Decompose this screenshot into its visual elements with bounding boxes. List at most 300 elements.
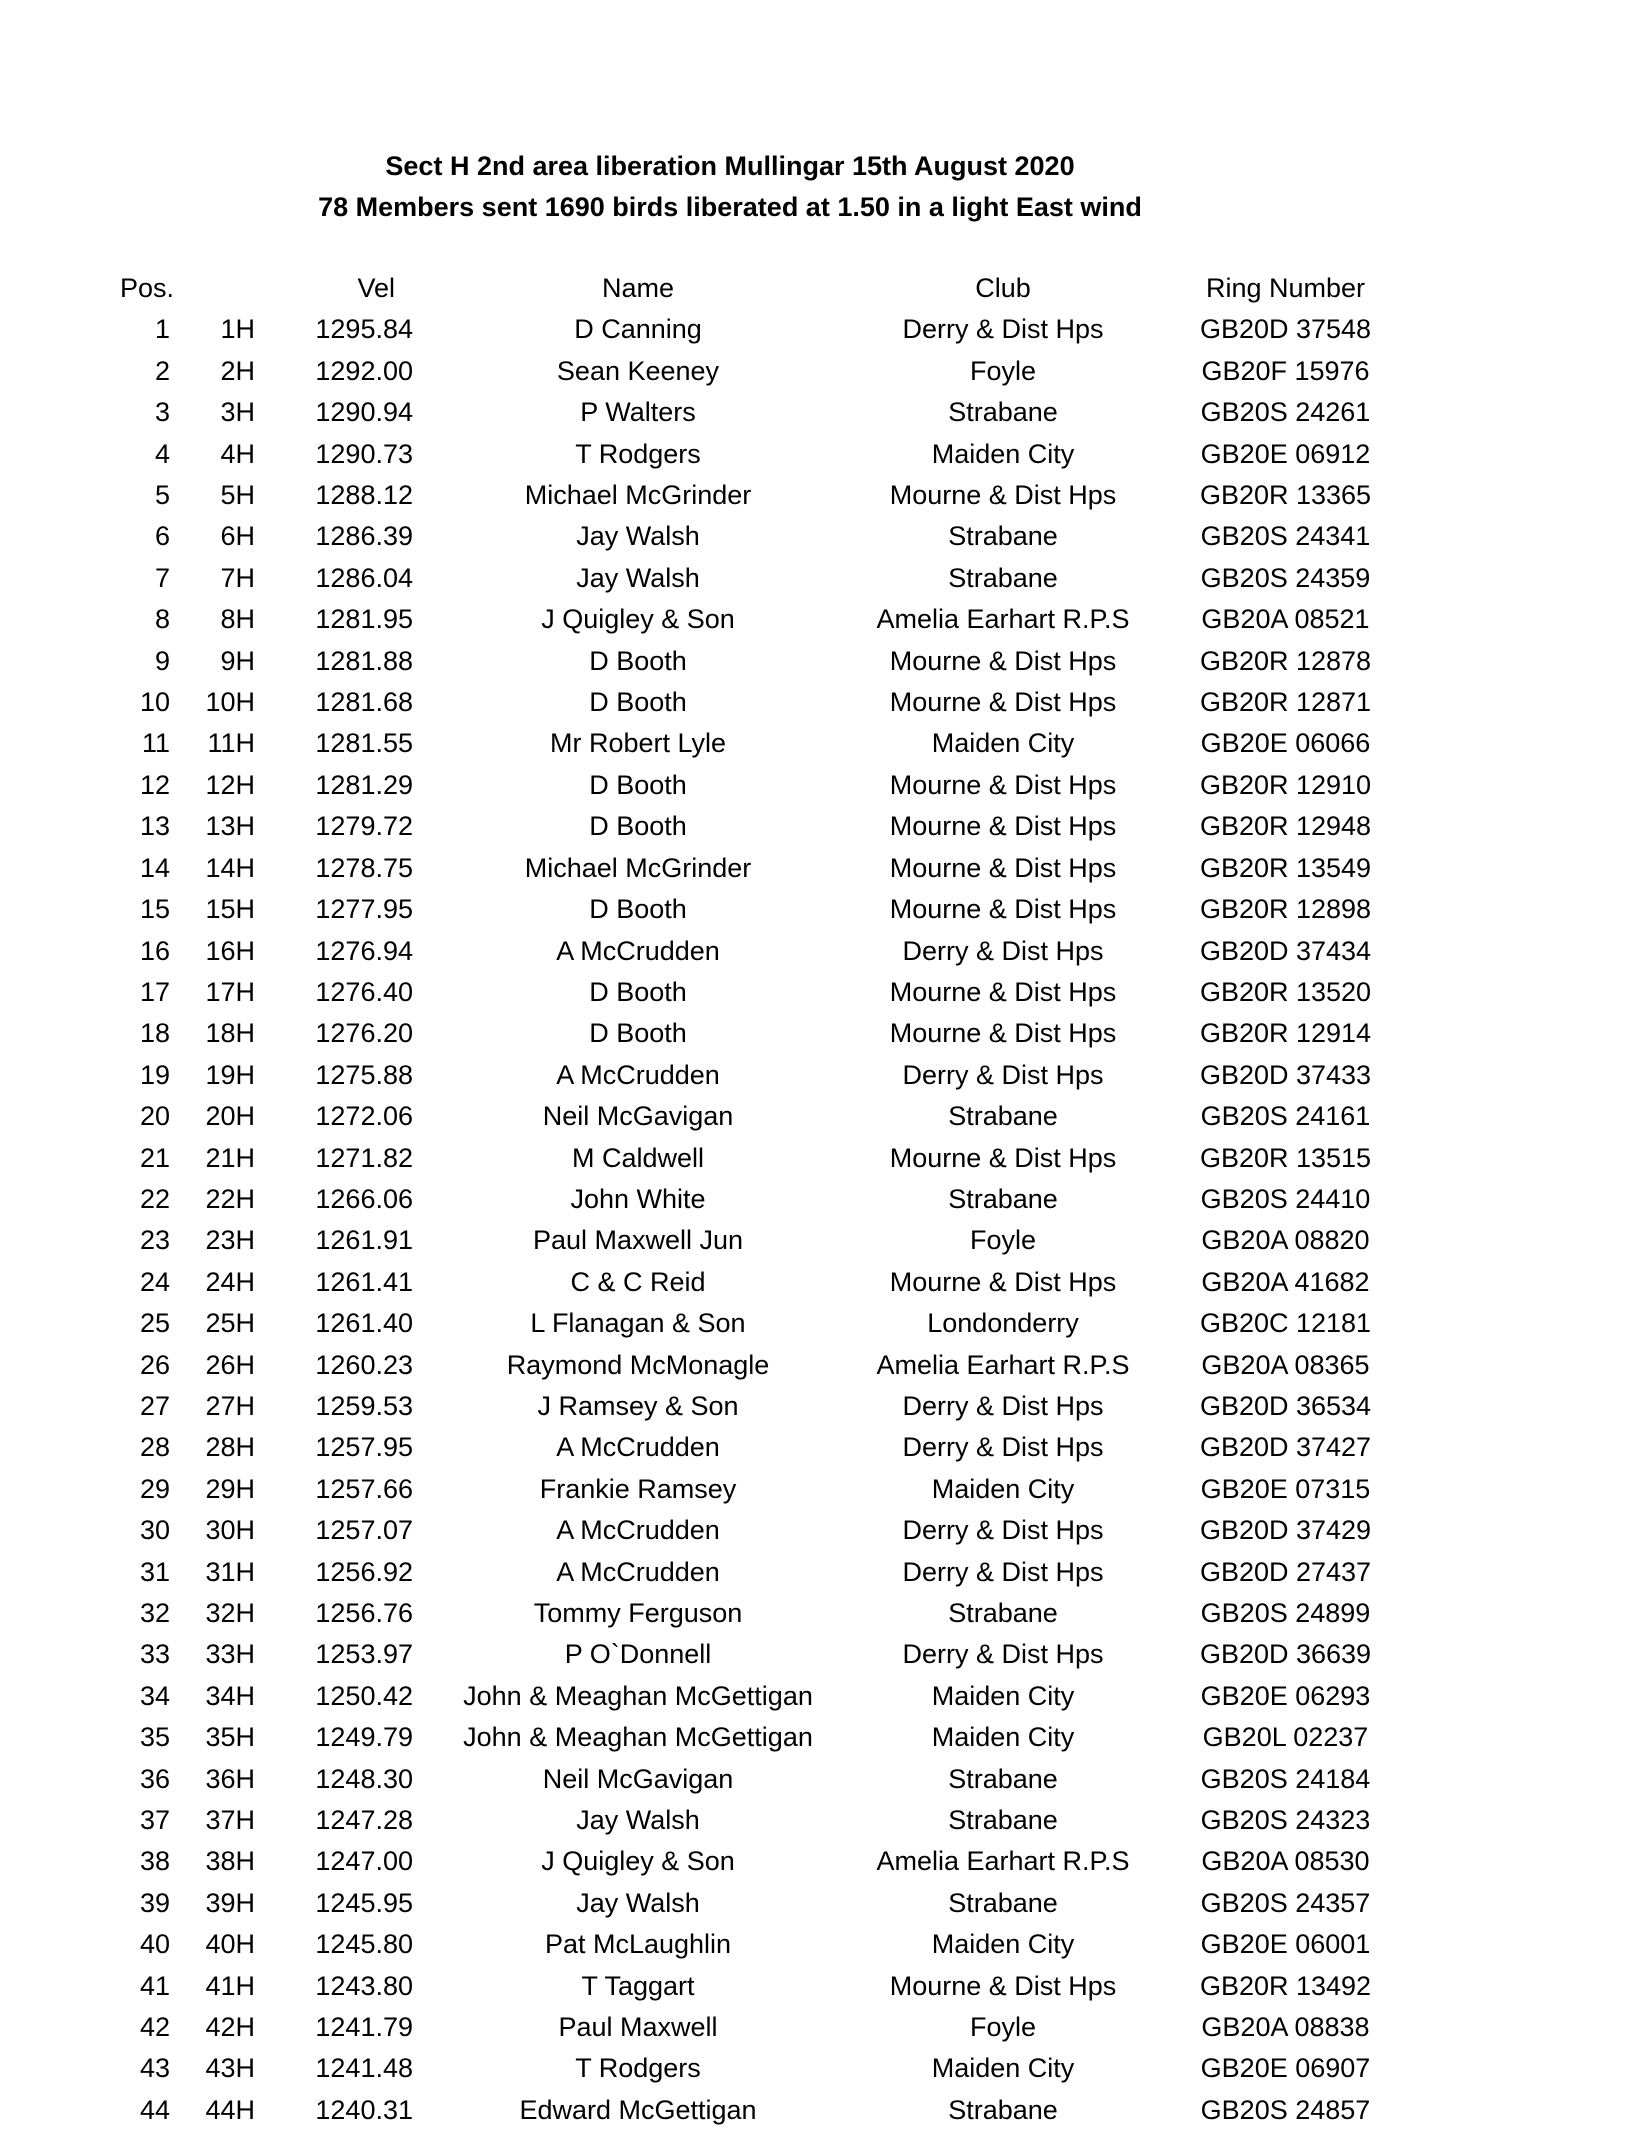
cell-pos: 8 <box>154 604 170 635</box>
cell-section-pos: 29H <box>205 1473 255 1504</box>
table-row <box>120 1427 1428 1468</box>
cell-section-pos: 4H <box>220 438 255 469</box>
cell-name: Edward McGettigan <box>519 2094 757 2125</box>
cell-velocity: 1243.80 <box>315 1970 413 2001</box>
table-row <box>120 1013 1428 1054</box>
cell-pos: 14 <box>139 852 170 883</box>
cell-club: Mourne & Dist Hps <box>889 976 1117 1007</box>
header-vel: Vel <box>357 273 395 303</box>
cell-pos: 16 <box>139 935 170 966</box>
table-row <box>120 309 1428 350</box>
cell-pos: 12 <box>139 769 170 800</box>
table-row <box>120 1179 1428 1220</box>
cell-club: Strabane <box>948 1887 1058 1918</box>
cell-name: M Caldwell <box>571 1142 705 1173</box>
cell-ring-number: GB20S 24359 <box>1200 562 1371 593</box>
cell-section-pos: 17H <box>205 976 255 1007</box>
cell-pos: 35 <box>139 1722 170 1753</box>
cell-section-pos: 35H <box>205 1722 255 1753</box>
cell-club: Derry & Dist Hps <box>902 1390 1104 1421</box>
cell-ring-number: GB20S 24161 <box>1200 1101 1371 1132</box>
cell-velocity: 1275.88 <box>315 1059 413 1090</box>
table-row <box>120 1841 1428 1882</box>
cell-velocity: 1245.95 <box>315 1887 413 1918</box>
cell-ring-number: GB20R 12948 <box>1199 811 1372 842</box>
cell-velocity: 1276.20 <box>315 1018 413 1049</box>
cell-pos: 17 <box>139 976 170 1007</box>
cell-club: Foyle <box>969 1225 1037 1256</box>
cell-name: Michael McGrinder <box>524 480 752 511</box>
cell-velocity: 1279.72 <box>315 811 413 842</box>
cell-name: Jay Walsh <box>576 1805 700 1836</box>
cell-name: Jay Walsh <box>576 1887 700 1918</box>
cell-name: D Booth <box>589 976 687 1007</box>
cell-ring-number: GB20D 36534 <box>1199 1390 1372 1421</box>
cell-ring-number: GB20S 24341 <box>1200 521 1371 552</box>
cell-ring-number: GB20C 12181 <box>1199 1308 1372 1339</box>
cell-club: Strabane <box>948 1805 1058 1836</box>
cell-ring-number: GB20D 37433 <box>1199 1059 1372 1090</box>
table-row <box>120 1345 1428 1386</box>
cell-section-pos: 15H <box>205 894 255 925</box>
cell-name: A McCrudden <box>556 935 720 966</box>
cell-velocity: 1241.48 <box>315 2053 413 2084</box>
cell-pos: 39 <box>139 1887 170 1918</box>
cell-section-pos: 34H <box>205 1680 255 1711</box>
cell-pos: 42 <box>139 2012 170 2043</box>
cell-club: Strabane <box>948 2094 1058 2125</box>
cell-name: D Booth <box>589 1018 687 1049</box>
cell-pos: 32 <box>139 1598 170 1628</box>
cell-club: Strabane <box>948 1183 1058 1214</box>
cell-name: D Canning <box>574 314 702 345</box>
cell-velocity: 1266.06 <box>315 1183 413 1214</box>
cell-pos: 29 <box>139 1473 170 1504</box>
cell-club: Mourne & Dist Hps <box>889 852 1117 883</box>
cell-name: A McCrudden <box>556 1515 720 1546</box>
cell-club: Derry & Dist Hps <box>902 935 1104 966</box>
cell-section-pos: 20H <box>205 1101 255 1132</box>
cell-pos: 36 <box>139 1763 170 1794</box>
cell-name: P Walters <box>580 397 696 428</box>
cell-name: Mr Robert Lyle <box>549 728 727 759</box>
cell-ring-number: GB20D 37429 <box>1199 1515 1372 1546</box>
cell-ring-number: GB20D 27437 <box>1199 1556 1372 1587</box>
cell-section-pos: 39H <box>205 1887 255 1918</box>
cell-section-pos: 27H <box>205 1390 255 1421</box>
cell-name: T Rodgers <box>575 2053 701 2084</box>
cell-ring-number: GB20A 08838 <box>1201 2012 1370 2043</box>
cell-velocity: 1248.30 <box>315 1763 413 1794</box>
cell-club: Derry & Dist Hps <box>902 1059 1104 1090</box>
cell-club: Derry & Dist Hps <box>902 1639 1104 1670</box>
cell-name: T Taggart <box>581 1970 695 2001</box>
cell-section-pos: 3H <box>220 397 255 428</box>
table-row <box>120 1676 1428 1717</box>
cell-velocity: 1259.53 <box>315 1390 413 1421</box>
cell-name: Michael McGrinder <box>524 852 752 883</box>
table-row <box>120 641 1428 682</box>
cell-name: D Booth <box>589 769 687 800</box>
cell-ring-number: GB20R 12910 <box>1199 769 1372 800</box>
cell-pos: 41 <box>139 1970 170 2001</box>
cell-section-pos: 43H <box>205 2053 255 2084</box>
cell-section-pos: 40H <box>205 1929 255 1960</box>
cell-club: Mourne & Dist Hps <box>889 1266 1117 1297</box>
cell-club: Strabane <box>948 521 1058 552</box>
cell-section-pos: 12H <box>205 769 255 800</box>
table-row <box>120 516 1428 557</box>
cell-section-pos: 25H <box>205 1308 255 1339</box>
cell-name: Paul Maxwell <box>558 2012 718 2043</box>
table-row <box>120 1883 1428 1924</box>
cell-name: Neil McGavigan <box>542 1101 734 1132</box>
cell-velocity: 1257.07 <box>315 1515 413 1546</box>
cell-section-pos: 37H <box>205 1805 255 1836</box>
cell-velocity: 1250.42 <box>315 1680 413 1711</box>
cell-ring-number: GB20E 07315 <box>1200 1473 1371 1504</box>
cell-pos: 43 <box>139 2053 170 2084</box>
cell-ring-number: GB20D 37427 <box>1199 1432 1372 1463</box>
table-row <box>120 1469 1428 1510</box>
header-row <box>120 268 1428 309</box>
cell-club: Strabane <box>948 562 1058 593</box>
cell-ring-number: GB20S 24184 <box>1200 1763 1371 1794</box>
cell-velocity: 1257.66 <box>315 1473 413 1504</box>
cell-pos: 21 <box>139 1142 170 1173</box>
table-row <box>120 2048 1428 2089</box>
table-row <box>120 434 1428 475</box>
cell-name: A McCrudden <box>556 1059 720 1090</box>
header-club: Club <box>975 273 1031 303</box>
cell-pos: 4 <box>154 438 170 469</box>
cell-ring-number: GB20A 41682 <box>1201 1266 1370 1297</box>
cell-section-pos: 33H <box>205 1639 255 1670</box>
cell-club: Strabane <box>948 1763 1058 1794</box>
table-row <box>120 1303 1428 1344</box>
table-row <box>120 1966 1428 2007</box>
cell-club: Foyle <box>969 2012 1037 2043</box>
cell-velocity: 1256.92 <box>315 1556 413 1587</box>
cell-ring-number: GB20S 24857 <box>1200 2094 1371 2125</box>
table-row <box>120 931 1428 972</box>
cell-section-pos: 32H <box>205 1598 255 1628</box>
cell-velocity: 1277.95 <box>315 894 413 925</box>
cell-pos: 38 <box>139 1846 170 1877</box>
cell-ring-number: GB20S 24323 <box>1200 1805 1371 1836</box>
cell-ring-number: GB20R 13365 <box>1199 480 1372 511</box>
table-row <box>120 2007 1428 2048</box>
cell-pos: 2 <box>154 355 170 386</box>
cell-section-pos: 31H <box>205 1556 255 1587</box>
cell-section-pos: 10H <box>205 687 255 718</box>
cell-pos: 22 <box>139 1183 170 1214</box>
cell-section-pos: 18H <box>205 1018 255 1049</box>
cell-pos: 9 <box>154 645 170 676</box>
table-row <box>120 1717 1428 1758</box>
cell-pos: 20 <box>139 1101 170 1132</box>
cell-section-pos: 9H <box>220 645 255 676</box>
cell-pos: 13 <box>139 811 170 842</box>
cell-velocity: 1240.31 <box>315 2094 413 2125</box>
cell-club: Strabane <box>948 1101 1058 1132</box>
cell-velocity: 1290.94 <box>315 397 413 428</box>
cell-name: Frankie Ramsey <box>539 1473 737 1504</box>
cell-velocity: 1261.41 <box>315 1266 413 1297</box>
cell-club: Strabane <box>948 1598 1058 1628</box>
cell-name: Paul Maxwell Jun <box>532 1225 744 1256</box>
cell-ring-number: GB20D 36639 <box>1199 1639 1372 1670</box>
table-row <box>120 1220 1428 1261</box>
cell-ring-number: GB20S 24357 <box>1200 1887 1371 1918</box>
table-row <box>120 1096 1428 1137</box>
header-pos: Pos. <box>120 273 175 303</box>
cell-pos: 30 <box>139 1515 170 1546</box>
cell-ring-number: GB20E 06066 <box>1200 728 1371 759</box>
cell-ring-number: GB20R 12914 <box>1199 1018 1372 1049</box>
cell-velocity: 1295.84 <box>315 314 413 345</box>
cell-velocity: 1256.76 <box>315 1598 413 1628</box>
cell-velocity: 1271.82 <box>315 1142 413 1173</box>
cell-name: A McCrudden <box>556 1556 720 1587</box>
cell-name: C & C Reid <box>570 1266 706 1297</box>
cell-name: D Booth <box>589 645 687 676</box>
cell-club: Maiden City <box>931 1473 1075 1504</box>
cell-ring-number: GB20D 37548 <box>1199 314 1372 345</box>
cell-section-pos: 13H <box>205 811 255 842</box>
cell-club: Amelia Earhart R.P.S <box>876 1349 1130 1380</box>
cell-club: Maiden City <box>931 1680 1075 1711</box>
cell-velocity: 1253.97 <box>315 1639 413 1670</box>
cell-section-pos: 24H <box>205 1266 255 1297</box>
cell-pos: 25 <box>139 1308 170 1339</box>
table-row <box>120 682 1428 723</box>
cell-name: John & Meaghan McGettigan <box>463 1722 813 1753</box>
cell-pos: 18 <box>139 1018 170 1049</box>
table-row <box>120 1924 1428 1965</box>
cell-club: Londonderry <box>927 1308 1079 1339</box>
table-row <box>120 1055 1428 1096</box>
cell-pos: 11 <box>141 728 170 759</box>
cell-ring-number: GB20S 24261 <box>1200 397 1371 428</box>
cell-club: Mourne & Dist Hps <box>889 811 1117 842</box>
cell-name: Pat McLaughlin <box>544 1929 732 1960</box>
table-row <box>120 723 1428 764</box>
cell-section-pos: 44H <box>205 2094 255 2125</box>
cell-velocity: 1261.40 <box>315 1308 413 1339</box>
cell-section-pos: 7H <box>220 562 255 593</box>
cell-section-pos: 11H <box>207 728 255 759</box>
cell-velocity: 1290.73 <box>315 438 413 469</box>
cell-velocity: 1247.28 <box>315 1805 413 1836</box>
cell-ring-number: GB20A 08365 <box>1201 1349 1370 1380</box>
cell-section-pos: 8H <box>220 604 255 635</box>
cell-name: Tommy Ferguson <box>533 1598 743 1628</box>
cell-ring-number: GB20E 06001 <box>1200 1929 1371 1960</box>
cell-name: J Quigley & Son <box>541 604 735 635</box>
cell-ring-number: GB20A 08820 <box>1201 1225 1370 1256</box>
cell-ring-number: GB20E 06293 <box>1200 1680 1371 1711</box>
table-row <box>120 1759 1428 1800</box>
cell-club: Maiden City <box>931 728 1075 759</box>
cell-pos: 27 <box>139 1390 170 1421</box>
table-row <box>120 1262 1428 1303</box>
document-title: Sect H 2nd area liberation Mullingar 15th August 2020 <box>385 151 1075 181</box>
cell-velocity: 1281.29 <box>315 769 413 800</box>
cell-club: Mourne & Dist Hps <box>889 687 1117 718</box>
table-row <box>120 1138 1428 1179</box>
document-subtitle: 78 Members sent 1690 birds liberated at 1.50 in a light East wind <box>318 192 1142 222</box>
cell-club: Maiden City <box>931 1722 1075 1753</box>
cell-club: Maiden City <box>931 2053 1075 2084</box>
cell-section-pos: 36H <box>205 1763 255 1794</box>
cell-club: Strabane <box>948 397 1058 428</box>
cell-pos: 44 <box>139 2094 170 2125</box>
cell-velocity: 1281.95 <box>315 604 413 635</box>
cell-name: D Booth <box>589 811 687 842</box>
cell-club: Maiden City <box>931 438 1075 469</box>
cell-velocity: 1276.40 <box>315 976 413 1007</box>
cell-club: Mourne & Dist Hps <box>889 480 1117 511</box>
table-row <box>120 972 1428 1013</box>
cell-pos: 1 <box>154 314 170 345</box>
cell-section-pos: 38H <box>205 1846 255 1877</box>
cell-velocity: 1276.94 <box>315 935 413 966</box>
cell-section-pos: 30H <box>205 1515 255 1546</box>
cell-ring-number: GB20R 12871 <box>1199 687 1372 718</box>
cell-pos: 24 <box>139 1266 170 1297</box>
cell-ring-number: GB20F 15976 <box>1201 355 1370 386</box>
cell-section-pos: 19H <box>205 1059 255 1090</box>
cell-pos: 23 <box>139 1225 170 1256</box>
cell-velocity: 1281.88 <box>315 645 413 676</box>
cell-section-pos: 2H <box>220 355 255 386</box>
cell-club: Derry & Dist Hps <box>902 1515 1104 1546</box>
cell-ring-number: GB20S 24410 <box>1200 1183 1371 1214</box>
cell-velocity: 1292.00 <box>315 355 413 386</box>
cell-ring-number: GB20R 12898 <box>1199 894 1372 925</box>
cell-club: Mourne & Dist Hps <box>889 1018 1117 1049</box>
cell-club: Derry & Dist Hps <box>902 1432 1104 1463</box>
cell-velocity: 1288.12 <box>315 480 413 511</box>
table-row <box>120 2090 1428 2131</box>
table-row <box>120 848 1428 889</box>
cell-name: D Booth <box>589 894 687 925</box>
cell-section-pos: 16H <box>205 935 255 966</box>
cell-pos: 31 <box>139 1556 170 1587</box>
cell-section-pos: 23H <box>205 1225 255 1256</box>
cell-club: Maiden City <box>931 1929 1075 1960</box>
cell-velocity: 1260.23 <box>315 1349 413 1380</box>
cell-name: John & Meaghan McGettigan <box>463 1680 813 1711</box>
cell-pos: 40 <box>139 1929 170 1960</box>
cell-club: Mourne & Dist Hps <box>889 645 1117 676</box>
cell-name: J Quigley & Son <box>541 1846 735 1877</box>
cell-ring-number: GB20R 13549 <box>1199 852 1372 883</box>
cell-pos: 10 <box>139 687 170 718</box>
cell-section-pos: 26H <box>205 1349 255 1380</box>
cell-ring-number: GB20R 13520 <box>1199 976 1372 1007</box>
cell-ring-number: GB20D 37434 <box>1199 935 1372 966</box>
cell-velocity: 1241.79 <box>315 2012 413 2043</box>
cell-ring-number: GB20E 06907 <box>1200 2053 1371 2084</box>
cell-club: Mourne & Dist Hps <box>889 1970 1117 2001</box>
cell-name: L Flanagan & Son <box>530 1308 746 1339</box>
cell-name: P O`Donnell <box>564 1639 712 1670</box>
cell-velocity: 1281.68 <box>315 687 413 718</box>
cell-name: Jay Walsh <box>576 521 700 552</box>
cell-club: Amelia Earhart R.P.S <box>876 604 1130 635</box>
cell-velocity: 1249.79 <box>315 1722 413 1753</box>
cell-club: Derry & Dist Hps <box>902 1556 1104 1587</box>
cell-name: Neil McGavigan <box>542 1763 734 1794</box>
table-row <box>120 1552 1428 1593</box>
cell-pos: 7 <box>154 562 170 593</box>
cell-ring-number: GB20A 08521 <box>1201 604 1370 635</box>
table-row <box>120 1593 1428 1634</box>
cell-club: Mourne & Dist Hps <box>889 1142 1117 1173</box>
cell-velocity: 1257.95 <box>315 1432 413 1463</box>
cell-pos: 5 <box>154 480 170 511</box>
cell-club: Foyle <box>969 355 1037 386</box>
cell-velocity: 1247.00 <box>315 1846 413 1877</box>
cell-section-pos: 41H <box>205 1970 255 2001</box>
cell-name: A McCrudden <box>556 1432 720 1463</box>
header-name: Name <box>601 273 675 303</box>
cell-name: J Ramsey & Son <box>537 1390 739 1421</box>
cell-name: T Rodgers <box>575 438 701 469</box>
cell-section-pos: 22H <box>205 1183 255 1214</box>
table-row <box>120 806 1428 847</box>
table-row <box>120 351 1428 392</box>
cell-name: Raymond McMonagle <box>506 1349 770 1380</box>
cell-club: Mourne & Dist Hps <box>889 894 1117 925</box>
table-row <box>120 765 1428 806</box>
results-table <box>120 268 1428 2131</box>
cell-club: Derry & Dist Hps <box>902 314 1104 345</box>
cell-section-pos: 1H <box>220 314 255 345</box>
cell-club: Amelia Earhart R.P.S <box>876 1846 1130 1877</box>
cell-name: Jay Walsh <box>576 562 700 593</box>
table-row <box>120 599 1428 640</box>
results-body <box>120 309 1428 2131</box>
cell-pos: 19 <box>139 1059 170 1090</box>
table-row <box>120 1510 1428 1551</box>
table-row <box>120 392 1428 433</box>
table-row <box>120 1800 1428 1841</box>
cell-velocity: 1278.75 <box>315 852 413 883</box>
cell-velocity: 1281.55 <box>315 728 413 759</box>
cell-name: Sean Keeney <box>556 355 720 386</box>
cell-ring-number: GB20E 06912 <box>1200 438 1371 469</box>
cell-pos: 33 <box>139 1639 170 1670</box>
table-row <box>120 475 1428 516</box>
cell-pos: 28 <box>139 1432 170 1463</box>
cell-ring-number: GB20R 12878 <box>1199 645 1372 676</box>
cell-section-pos: 42H <box>205 2012 255 2043</box>
cell-ring-number: GB20R 13492 <box>1199 1970 1372 2001</box>
cell-ring-number: GB20A 08530 <box>1201 1846 1370 1877</box>
cell-name: John White <box>570 1183 706 1214</box>
cell-velocity: 1286.39 <box>315 521 413 552</box>
cell-club: Mourne & Dist Hps <box>889 769 1117 800</box>
cell-ring-number: GB20R 13515 <box>1199 1142 1372 1173</box>
cell-ring-number: GB20S 24899 <box>1200 1598 1371 1628</box>
table-row <box>120 889 1428 930</box>
cell-velocity: 1261.91 <box>315 1225 413 1256</box>
cell-ring-number: GB20L 02237 <box>1202 1722 1369 1753</box>
cell-velocity: 1245.80 <box>315 1929 413 1960</box>
